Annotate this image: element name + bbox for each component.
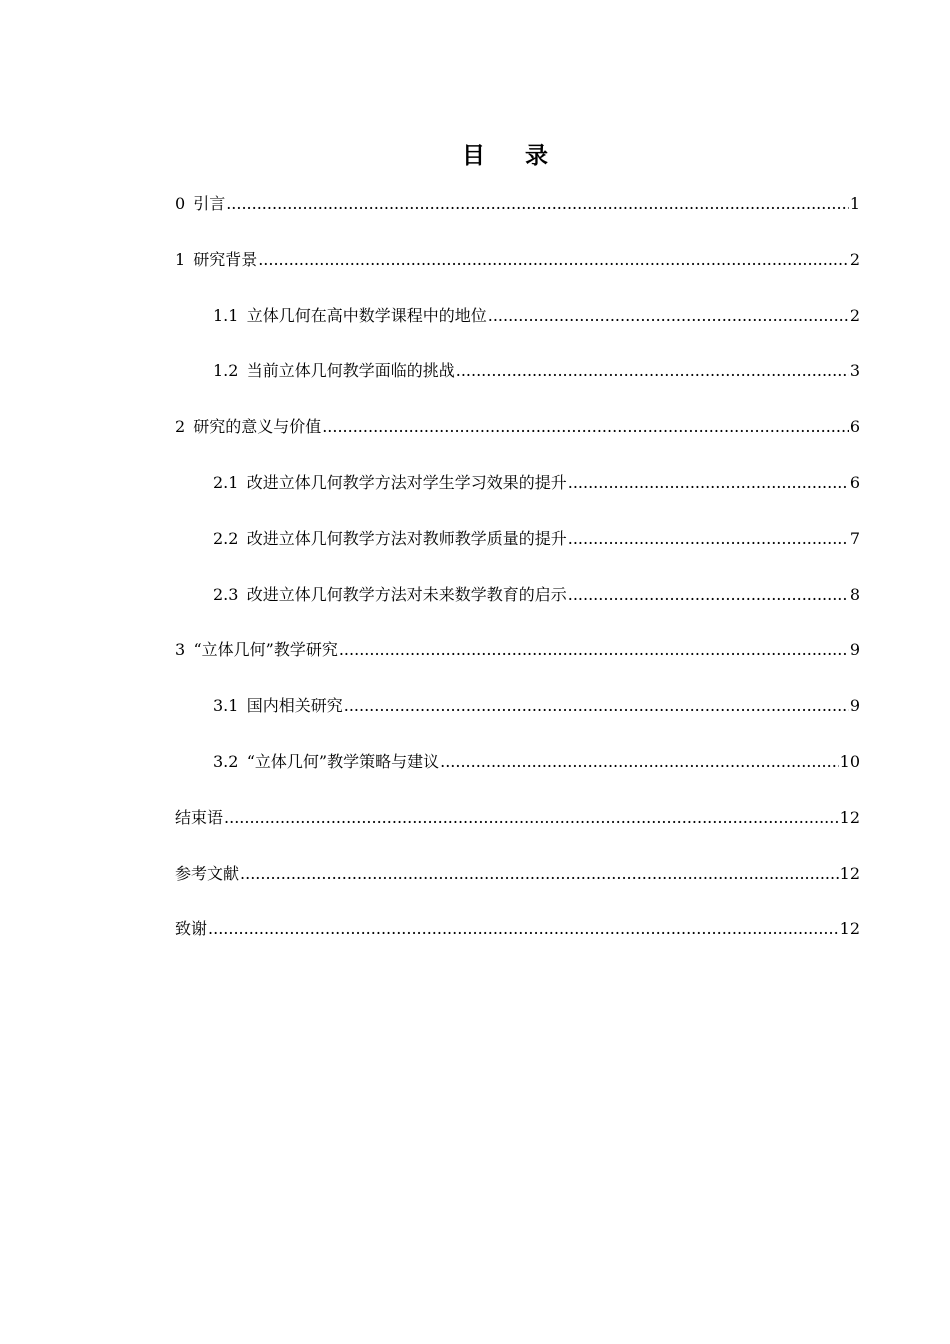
- toc-entry-label: [175, 860, 239, 888]
- toc-entry-title: 立体几何在高中数学课程中的地位: [246, 305, 487, 325]
- toc-entry-page: 1: [849, 194, 860, 213]
- toc-entry-label: [175, 413, 321, 441]
- toc-entry-label: [175, 246, 257, 274]
- toc-entry-research-background[interactable]: [175, 246, 860, 302]
- toc-leader-dots: [322, 413, 849, 441]
- toc-entry-page: 9: [849, 696, 860, 716]
- toc-leader-dots: [344, 692, 849, 720]
- toc-entry-title: 致谢: [175, 919, 208, 939]
- toc-leader-dots: [568, 469, 849, 497]
- toc-entry-number: 2.3: [213, 584, 239, 604]
- toc-entry-introduction[interactable]: [175, 190, 860, 246]
- toc-entry-conclusion[interactable]: [175, 804, 860, 860]
- toc-leader-dots: [568, 525, 849, 553]
- toc-leader-dots: [258, 246, 849, 274]
- toc-entry-label: [213, 357, 455, 385]
- toc-entry-page: 6: [849, 472, 860, 492]
- toc-entry-number: 3.1: [213, 696, 239, 716]
- toc-entry-title: 研究的意义与价值: [193, 417, 322, 437]
- toc-entry-page: 12: [839, 807, 860, 827]
- toc-entry-3-1[interactable]: [175, 692, 860, 748]
- toc-entry-2-2[interactable]: [175, 525, 860, 581]
- toc-leader-dots: [240, 860, 839, 888]
- toc-entry-references[interactable]: [175, 860, 860, 916]
- toc-entry-1-1[interactable]: [175, 302, 860, 358]
- toc-entry-title: 改进立体几何教学方法对未来数学教育的启示: [246, 584, 567, 604]
- toc-entry-page: 10: [839, 751, 860, 771]
- toc-leader-dots: [339, 636, 849, 664]
- toc-leader-dots: [440, 748, 839, 776]
- toc-entry-label: [175, 804, 223, 832]
- toc-entry-number: 1: [175, 249, 186, 269]
- toc-entry-title: 结束语: [175, 807, 224, 827]
- toc-entry-label: [213, 692, 343, 720]
- toc-entry-title: 改进立体几何教学方法对教师教学质量的提升: [246, 528, 567, 548]
- toc-entry-number: 2: [175, 417, 186, 437]
- toc-entry-page: 3: [849, 361, 860, 381]
- toc-entry-label: [175, 636, 338, 664]
- toc-entry-1-2[interactable]: [175, 357, 860, 413]
- toc-entry-number: 1.2: [213, 361, 239, 381]
- toc-entry-page: 12: [839, 919, 860, 939]
- toc-entry-label: [213, 525, 567, 553]
- toc-entry-page: 2: [849, 249, 860, 269]
- toc-entry-label: [213, 302, 487, 330]
- toc-entry-number: 3: [175, 640, 186, 660]
- toc-entry-significance[interactable]: [175, 413, 860, 469]
- toc-entry-page: 8: [849, 584, 860, 604]
- toc-entry-number: 2.2: [213, 528, 239, 548]
- toc-entry-number: 1.1: [213, 305, 239, 325]
- toc-entry-2-1[interactable]: [175, 469, 860, 525]
- toc-entry-number: 2.1: [213, 472, 239, 492]
- toc-entry-page: 9: [849, 640, 860, 660]
- toc-leader-dots: [226, 190, 849, 218]
- toc-entry-label: [175, 190, 225, 218]
- toc-entry-page: 6: [849, 417, 860, 437]
- toc-entry-number: 3.2: [213, 751, 239, 771]
- toc-entry-page: 2: [849, 305, 860, 325]
- toc-leader-dots: [224, 804, 839, 832]
- table-of-contents: [175, 190, 860, 971]
- toc-entry-page: 12: [839, 863, 860, 883]
- toc-entry-number: 0: [175, 194, 186, 213]
- toc-entry-title: 当前立体几何教学面临的挑战: [246, 361, 455, 381]
- toc-entry-3-2[interactable]: [175, 748, 860, 804]
- toc-entry-page: 7: [849, 528, 860, 548]
- toc-entry-title: 改进立体几何教学方法对学生学习效果的提升: [246, 472, 567, 492]
- toc-entry-label: [213, 748, 439, 776]
- toc-entry-title: 研究背景: [193, 249, 258, 269]
- toc-entry-2-3[interactable]: [175, 581, 860, 637]
- toc-entry-title: 引言: [193, 194, 226, 213]
- toc-entry-title: 国内相关研究: [246, 696, 343, 716]
- toc-leader-dots: [456, 357, 849, 385]
- toc-entry-title: 参考文献: [175, 863, 240, 883]
- toc-entry-acknowledgements[interactable]: [175, 915, 860, 971]
- toc-leader-dots: [488, 302, 849, 330]
- toc-title: 目录: [462, 142, 588, 169]
- toc-entry-label: [213, 469, 567, 497]
- toc-leader-dots: [208, 915, 839, 943]
- toc-entry-label: [213, 581, 567, 609]
- toc-entry-label: [175, 915, 207, 943]
- toc-entry-title: “立体几何”教学策略与建议: [246, 751, 440, 771]
- toc-entry-teaching-research[interactable]: [175, 636, 860, 692]
- toc-leader-dots: [568, 581, 849, 609]
- toc-entry-title: “立体几何”教学研究: [193, 640, 338, 660]
